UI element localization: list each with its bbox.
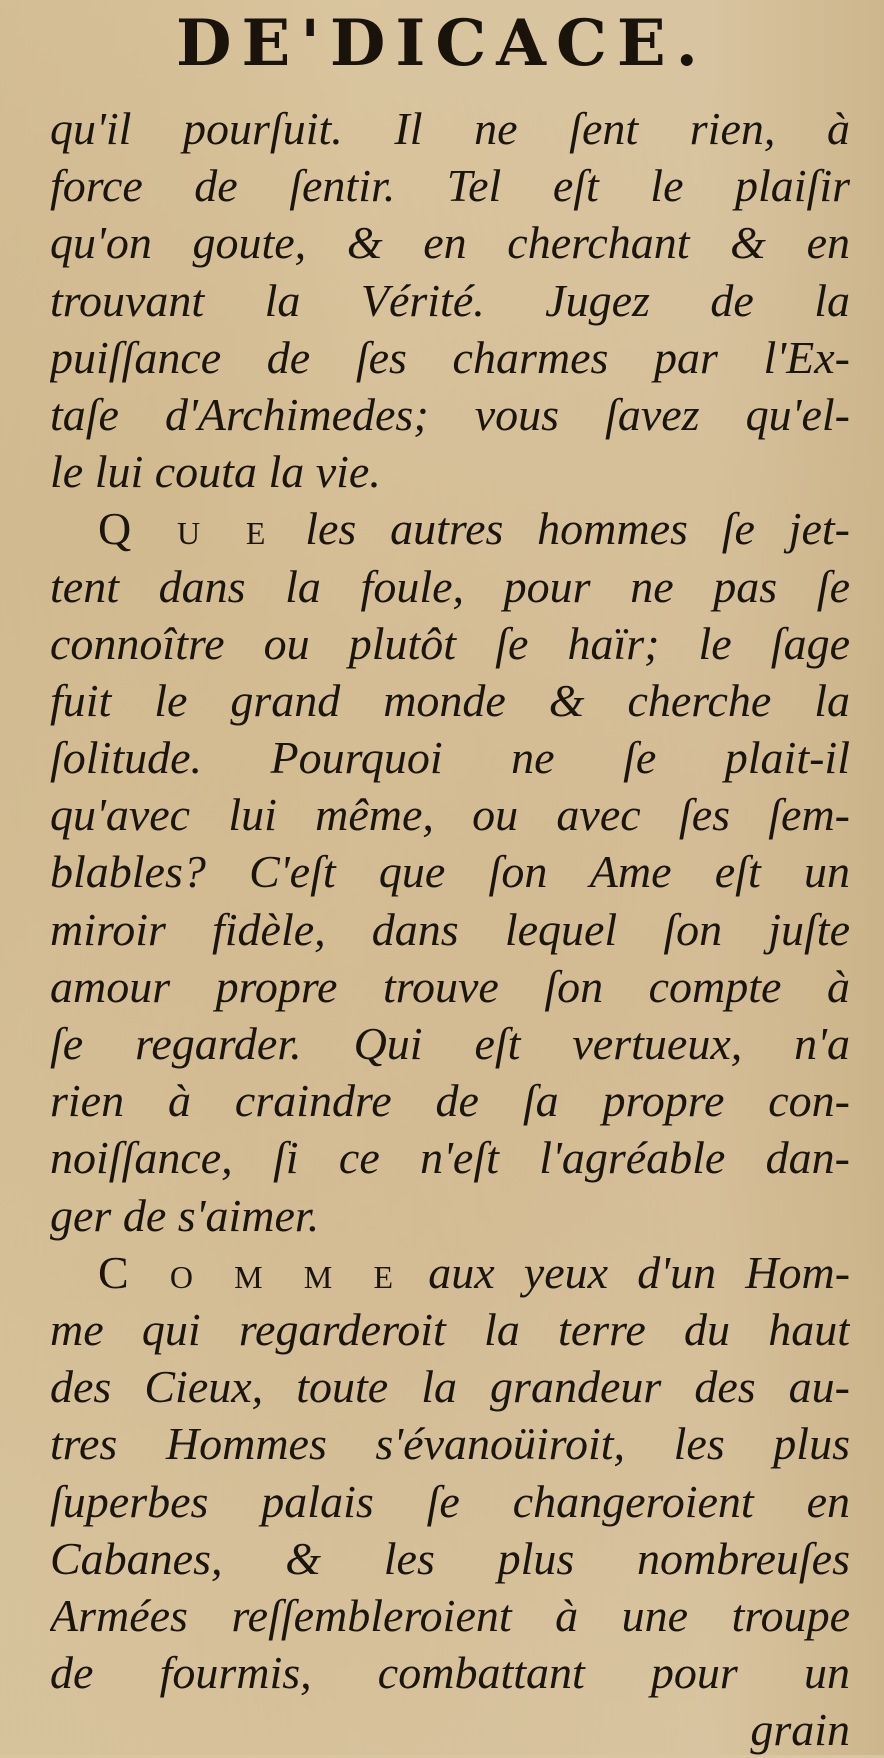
text-line: me qui regarderoit la terre du haut	[50, 1303, 850, 1355]
text-line: Armées reſſembleroient à une troupe	[50, 1589, 850, 1641]
text-line: rien à craindre de ſa propre con-	[50, 1075, 850, 1127]
paragraph-2-lead-word: Q u e	[98, 503, 272, 555]
text-line: amour propre trouve ſon compte à	[50, 960, 850, 1012]
text-line: qu'il pourſuit. Il ne ſent rien, à	[50, 103, 850, 154]
catchword: grain	[750, 1704, 850, 1756]
text-line: miroir fidèle, dans lequel ſon juſte	[50, 903, 850, 955]
paragraph-3-lead-word: C o m m e	[98, 1246, 399, 1298]
text-line: ſuperbes palais ſe changeroient en	[50, 1475, 850, 1527]
text-line: tent dans la foule, pour ne pas ſe	[50, 560, 850, 612]
text-line-remainder: les autres hommes ſe jet-	[305, 503, 850, 555]
text-line: noiſſance, ſi ce n'eſt l'agréable dan-	[50, 1132, 850, 1184]
body-text	[50, 100, 850, 1758]
text-line: de fourmis, combattant pour un	[50, 1647, 850, 1699]
text-line: tres Hommes s'évanoüiroit, les plus	[50, 1418, 850, 1470]
text-line: fuit le grand monde & cherche la	[50, 674, 850, 726]
running-title: DE'DICACE.	[176, 6, 708, 81]
text-line: ger de s'aimer.	[50, 1189, 320, 1241]
text-line: qu'avec lui même, ou avec ſes ſem-	[50, 789, 850, 841]
paragraph-3-first-line	[50, 1244, 850, 1301]
text-line: le lui couta la vie.	[50, 446, 381, 498]
text-line: Cabanes, & les plus nombreuſes	[50, 1532, 850, 1584]
text-line: qu'on goute, & en cherchant & en	[50, 217, 850, 269]
paragraph-2-first-line	[50, 500, 850, 557]
text-line: ſe regarder. Qui eſt vertueux, n'a	[50, 1018, 850, 1069]
text-line: connoître ou plutôt ſe haïr; le ſage	[50, 617, 850, 669]
text-line: puiſſance de ſes charmes par l'Ex-	[50, 331, 850, 383]
text-line: ſolitude. Pourquoi ne ſe plait-il	[50, 732, 850, 784]
text-line: blables? C'eſt que ſon Ame eſt un	[50, 846, 850, 898]
text-line: taſe d'Archimedes; vous ſavez qu'el-	[50, 388, 850, 440]
text-line: trouvant la Vérité. Jugez de la	[50, 274, 850, 326]
text-line: des Cieux, toute la grandeur des au-	[50, 1361, 850, 1413]
text-line: force de ſentir. Tel eſt le plaiſir	[50, 160, 850, 212]
text-line-remainder: aux yeux d'un Hom-	[428, 1246, 850, 1298]
